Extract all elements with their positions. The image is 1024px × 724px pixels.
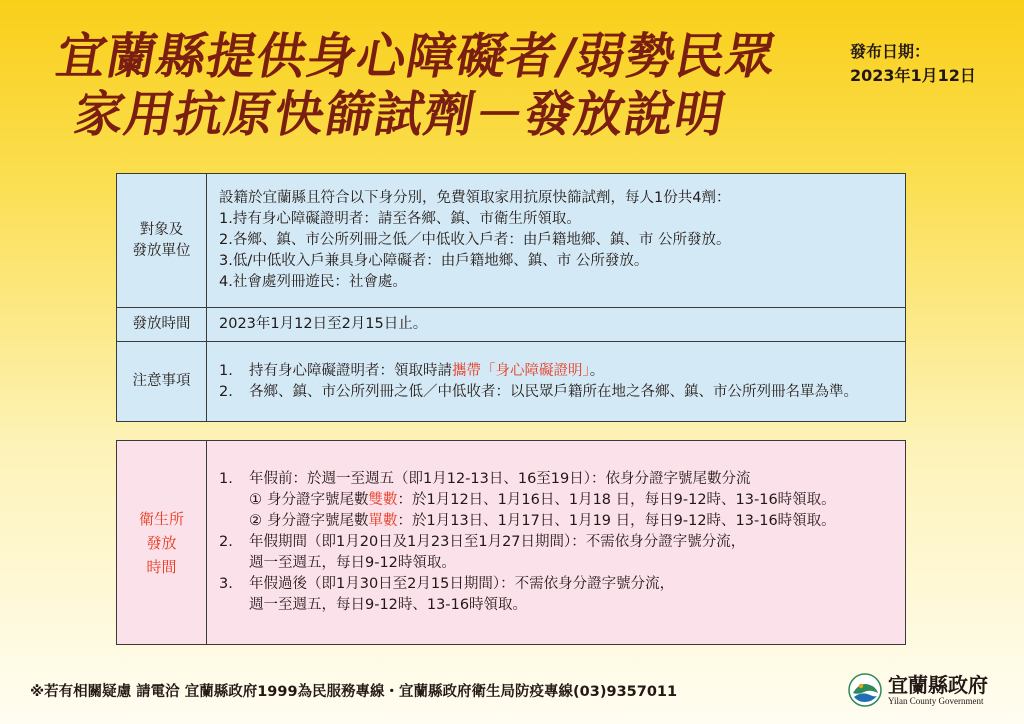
circled-one-marker: ① [249,492,262,508]
notes-list [219,361,893,403]
publish-date-label: 發布日期： [850,42,931,61]
time-value: 2023年1月12日至2月15日止。 [207,308,906,342]
schedule-item [219,469,893,490]
schedule-text-line: 年假過後（即1月30日至2月15日期間）：不需依身分證字號分流， [249,576,675,592]
schedule-text-line: 週一至週五，每日9-12時、13-16時領取。 [249,597,528,613]
note-text-post: 。 [589,362,605,379]
schedule-item [219,574,893,616]
schedule-subitem-even [219,490,893,511]
publish-date-value: 2023年1月12日 [850,66,976,85]
page-title [42,28,862,144]
target-line: 2.各鄉、鎮、市公所列冊之低／中低收入戶者：由戶籍地鄉、鎮、市 公所發放。 [219,232,731,248]
health-center-schedule-table [116,440,906,645]
logo-sub-text: Yilan County Government [888,695,984,706]
logo-main-text: 宜蘭縣政府 [888,672,988,697]
subitem-text [267,511,893,532]
target-line: 1.持有身心障礙證明者：請至各鄉、鎮、市衛生所領取。 [219,211,581,227]
schedule-subitem-odd [219,511,893,532]
schedule-text [249,574,893,616]
schedule-content-cell [207,441,906,645]
schedule-number: 1. [219,471,233,487]
subitem-pre: 身分證字號尾數 [267,492,369,508]
target-content-cell [207,174,906,308]
time-label: 發放時間 [117,308,207,342]
schedule-label-3: 時間 [146,557,177,576]
note-text-pre: 持有身心障礙證明者：領取時請 [249,362,452,379]
schedule-list [219,469,893,490]
target-line: 4.社會處列冊遊民：社會處。 [219,274,407,290]
note-highlight: 攜帶「身心障礙證明」 [452,362,590,379]
schedule-item [219,532,893,574]
schedule-text-line: 週一至週五，每日9-12時領取。 [249,555,456,571]
schedule-text-line: 年假期間（即1月20日及1月23日至1月27日期間）：不需依身分證字號分流， [249,534,746,550]
notes-content-cell [207,342,906,422]
target-line: 設籍於宜蘭縣且符合以下身分別，免費領取家用抗原快篩試劑，每人1份共4劑： [219,190,731,206]
schedule-label-2: 發放 [146,533,177,552]
schedule-list-continued [219,532,893,616]
schedule-label-cell [117,441,207,645]
schedule-row [117,441,906,645]
schedule-text [249,532,893,574]
subitem-post: ：於1月12日、1月16日、1月18 日，每日9-12時、13-16時領取。 [397,492,836,508]
schedule-number: 3. [219,576,233,592]
county-government-logo [848,668,998,712]
distribution-info-table [116,173,906,422]
note-number: 2. [219,383,233,400]
subitem-text [267,490,893,511]
note-item [219,382,893,403]
schedule-label-1: 衛生所 [138,509,184,528]
circled-two-marker: ② [249,513,262,529]
schedule-text: 年假前：於週一至週五（即1月12-13日、16至19日）：依身分證字號尾數分流 [249,471,751,487]
yilan-county-emblem-icon [848,673,882,707]
title-line-2: 家用抗原快篩試劑－發放說明 [69,86,731,143]
target-label-2: 發放單位 [132,242,191,259]
odd-number-highlight: 單數 [368,513,398,529]
note-text [249,361,893,382]
note-number: 1. [219,362,233,379]
target-row [117,174,906,308]
target-label-1: 對象及 [139,221,184,238]
title-line-1: 宜蘭縣提供身心障礙者/弱勢民眾 [52,28,782,85]
notes-label: 注意事項 [117,342,207,422]
note-text: 各鄉、鎮、市公所列冊之低／中低收者：以民眾戶籍所在地之各鄉、鎮、市公所列冊名單為準。 [249,383,858,400]
even-number-highlight: 雙數 [368,492,398,508]
notes-row [117,342,906,422]
publish-date [850,40,976,88]
target-line: 3.低/中低收入戶兼具身心障礙者：由戶籍地鄉、鎮、市 公所發放。 [219,253,649,269]
subitem-post: ：於1月13日、1月17日、1月19 日，每日9-12時、13-16時領取。 [397,513,836,529]
subitem-pre: 身分證字號尾數 [267,513,369,529]
time-row [117,308,906,342]
note-item [219,361,893,382]
schedule-number: 2. [219,534,233,550]
contact-footer: ※若有相關疑慮 請電洽 宜蘭縣政府1999為民服務專線・宜蘭縣政府衛生局防疫專線(03)9357011 [30,684,678,700]
target-label-cell [117,174,207,308]
